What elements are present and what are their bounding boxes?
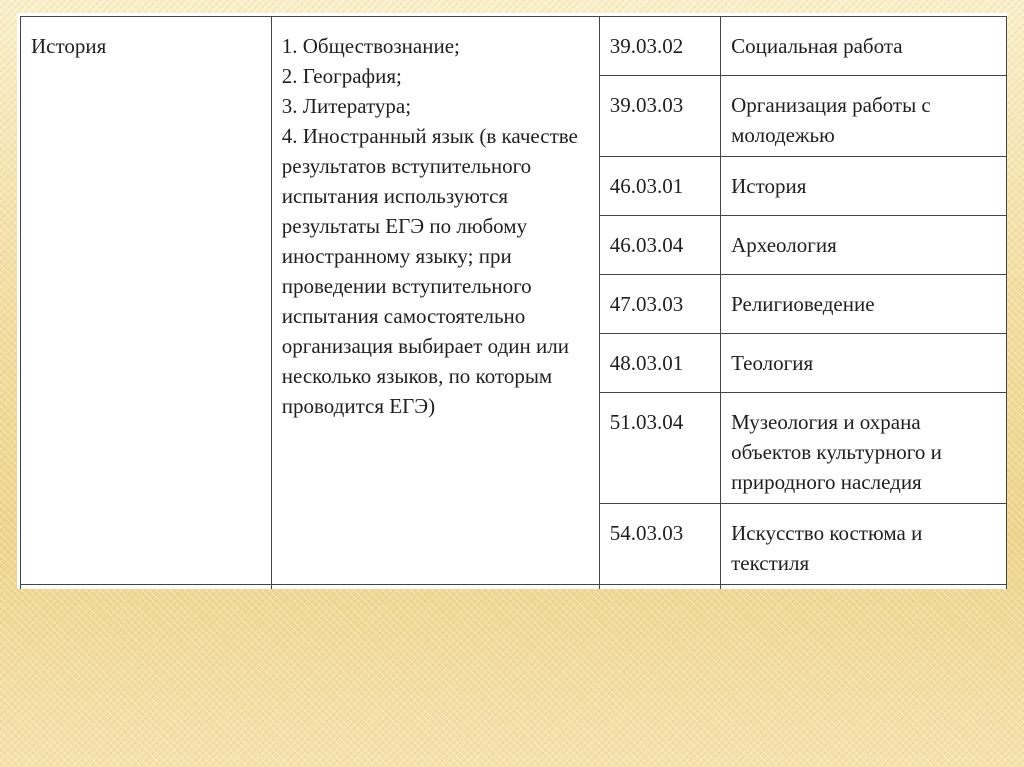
programs-table [20,16,1007,589]
program-name: История [721,157,1007,216]
empty-cell [21,585,272,590]
program-name: Искусство костюма и текстиля [721,504,1007,585]
program-code: 46.03.04 [599,216,720,275]
program-name: Теология [721,334,1007,393]
program-name: Археология [721,216,1007,275]
empty-cell [271,585,599,590]
program-code: 39.03.02 [599,17,720,76]
subject-cell: История [21,17,272,585]
program-code: 47.03.03 [599,275,720,334]
table-row-partial [21,585,1007,590]
program-name: Организация работы с молодежью [721,76,1007,157]
empty-cell [721,585,1007,590]
table-row [21,17,1007,76]
program-name: Социальная работа [721,17,1007,76]
document-panel [17,13,1007,589]
program-code: 39.03.03 [599,76,720,157]
program-name: Религиоведение [721,275,1007,334]
program-name: Музеология и охрана объектов культурного и природного наследия [721,393,1007,504]
program-code: 54.03.03 [599,504,720,585]
empty-cell [599,585,720,590]
program-code: 46.03.01 [599,157,720,216]
exams-cell: 1. Обществознание; 2. География; 3. Литература; 4. Иностранный язык (в качестве результатов вступительного испытания используются результаты ЕГЭ по любому иностранному языку; при проведении вступительного испытания самостоятельно организация выбирает один или несколько языков, по которым проводится ЕГЭ) [271,17,599,585]
program-code: 48.03.01 [599,334,720,393]
program-code: 51.03.04 [599,393,720,504]
